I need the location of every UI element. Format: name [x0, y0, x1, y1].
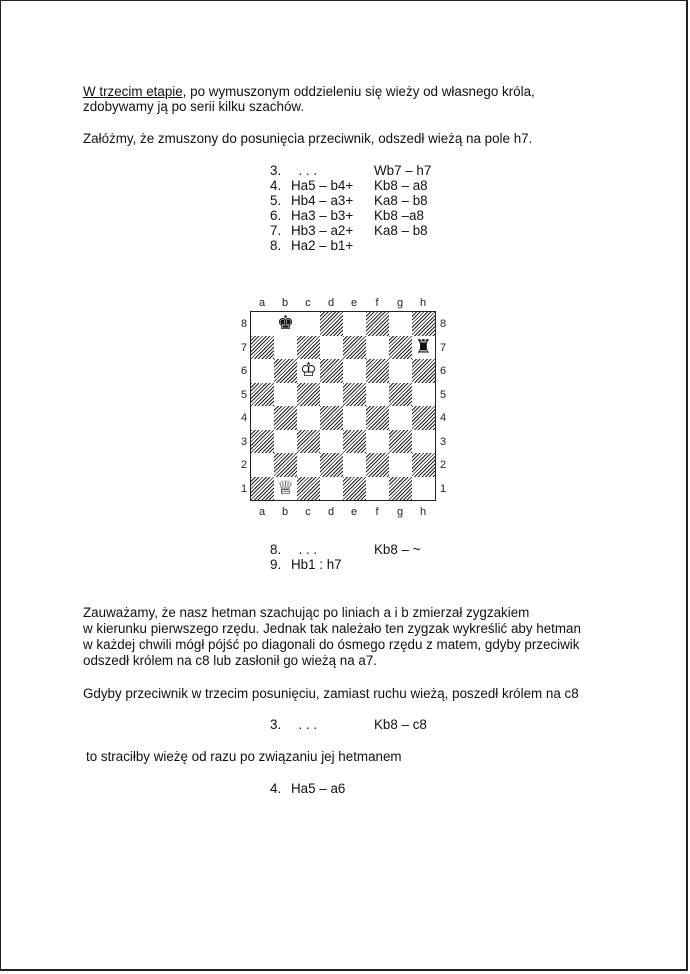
square-f4: [366, 406, 389, 430]
square-c3: [297, 430, 320, 454]
square-a6: [251, 359, 274, 383]
square-f2: [366, 453, 389, 477]
rank-label-left: 2: [240, 459, 248, 471]
file-label-top: e: [350, 297, 358, 309]
square-d3: [320, 430, 343, 454]
square-g7: [389, 336, 412, 360]
move-number: 9.: [270, 557, 282, 572]
square-a2: [251, 453, 274, 477]
black-move: Ka8 – b8: [374, 193, 428, 208]
square-a1: [251, 477, 274, 501]
square-c7: [297, 336, 320, 360]
white-move: Ha2 – b1+: [291, 238, 354, 253]
square-a4: [251, 406, 274, 430]
square-c4: [297, 406, 320, 430]
square-h3: [412, 430, 435, 454]
white-move: Ha5 – a6: [291, 781, 346, 796]
rank-label-left: 8: [240, 318, 248, 330]
file-label-top: h: [419, 297, 427, 309]
square-h8: [412, 312, 435, 336]
square-b5: [274, 383, 297, 407]
square-f6: [366, 359, 389, 383]
rank-label-right: 1: [439, 482, 447, 495]
file-label-top: a: [258, 297, 266, 309]
move-number: 4.: [270, 178, 282, 193]
black-move: Kb8 – ~: [374, 542, 421, 557]
square-f7: [366, 336, 389, 360]
square-d1: [320, 477, 343, 501]
file-label-top: c: [305, 297, 311, 309]
paragraph-1-rest: , po wymuszonym oddzieleniu się wieży od własnego króla,: [182, 84, 535, 99]
square-g8: [389, 312, 412, 336]
square-d8: [320, 312, 343, 336]
paragraph-5: to straciłby wieżę od razu po związaniu jej hetmanem: [86, 749, 402, 764]
square-g1: [389, 477, 412, 501]
paragraph-4: Gdyby przeciwnik w trzecim posunięciu, zamiast ruchu wieżą, poszedł królem na c8: [83, 686, 579, 701]
paragraph-3-line-4: odszedł królem na c8 lub zasłonił go wieżą na a7.: [83, 653, 378, 668]
square-c8: [297, 312, 320, 336]
file-label-bottom: h: [419, 506, 427, 518]
square-h5: [412, 383, 435, 407]
paragraph-1-line-1: [83, 84, 535, 100]
square-e3: [343, 430, 366, 454]
square-f5: [366, 383, 389, 407]
square-d6: [320, 359, 343, 383]
rank-label-left: 4: [240, 412, 248, 424]
black-move: Kb8 – a8: [374, 178, 428, 193]
square-e6: [343, 359, 366, 383]
paragraph-1-line-2: zdobywamy ją po serii kilku szachów.: [83, 99, 305, 114]
white-move: Hb3 – a2+: [291, 223, 354, 238]
white-move: Hb4 – a3+: [291, 193, 354, 208]
square-b6: [274, 359, 297, 383]
file-label-top: b: [281, 297, 289, 309]
file-label-bottom: f: [375, 506, 379, 518]
square-h4: [412, 406, 435, 430]
square-a7: [251, 336, 274, 360]
file-label-top: g: [396, 297, 404, 309]
white-move: . . .: [291, 163, 318, 178]
square-a5: [251, 383, 274, 407]
black-king-icon: ♚: [274, 312, 297, 336]
square-b4: [274, 406, 297, 430]
move-number: 6.: [270, 208, 282, 223]
rank-label-right: 7: [439, 341, 447, 354]
rank-label-right: 8: [439, 318, 447, 330]
file-label-bottom: g: [396, 506, 404, 518]
rank-label-left: 1: [240, 482, 248, 495]
rank-label-right: 6: [439, 365, 447, 377]
square-f3: [366, 430, 389, 454]
rank-label-left: 5: [240, 388, 248, 401]
black-move: Wb7 – h7: [374, 163, 432, 178]
paragraph-3-line-2: w kierunku pierwszego rzędu. Jednak tak należało ten zygzak wykreślić aby hetman: [83, 621, 581, 636]
file-label-bottom: b: [281, 506, 289, 518]
move-number: 8.: [270, 238, 282, 253]
white-move: Hb1 : h7: [291, 557, 342, 572]
square-e4: [343, 406, 366, 430]
move-number: 3.: [270, 717, 282, 732]
black-rook-icon: ♜: [412, 336, 435, 360]
underlined-phrase: W trzecim etapie: [83, 84, 183, 99]
square-e5: [343, 383, 366, 407]
rank-label-left: 3: [240, 435, 248, 448]
move-number: 8.: [270, 542, 282, 557]
paragraph-2: Załóżmy, że zmuszony do posunięcia przeciwnik, odszedł wieżą na pole h7.: [83, 131, 533, 146]
file-label-bottom: a: [258, 506, 266, 518]
move-number: 7.: [270, 223, 282, 238]
square-a8: [251, 312, 274, 336]
paragraph-3-line-1: Zauważamy, że nasz hetman szachując po liniach a i b zmierzał zygzakiem: [83, 605, 530, 620]
file-label-bottom: d: [327, 506, 335, 518]
square-d5: [320, 383, 343, 407]
square-b7: [274, 336, 297, 360]
black-move: Kb8 – c8: [374, 717, 427, 732]
white-queen-icon: ♕: [274, 477, 297, 501]
rank-label-left: 6: [240, 365, 248, 377]
white-king-icon: ♔: [297, 359, 320, 383]
square-h2: [412, 453, 435, 477]
rank-label-right: 4: [439, 412, 447, 424]
square-g2: [389, 453, 412, 477]
rank-label-right: 2: [439, 459, 447, 471]
square-e8: [343, 312, 366, 336]
square-b3: [274, 430, 297, 454]
white-move: Ha5 – b4+: [291, 178, 354, 193]
square-d7: [320, 336, 343, 360]
move-number: 5.: [270, 193, 282, 208]
square-h6: [412, 359, 435, 383]
white-move: . . .: [291, 717, 318, 732]
square-d4: [320, 406, 343, 430]
square-e2: [343, 453, 366, 477]
square-g4: [389, 406, 412, 430]
file-label-bottom: e: [350, 506, 358, 518]
square-c2: [297, 453, 320, 477]
white-move: . . .: [291, 542, 318, 557]
square-d2: [320, 453, 343, 477]
chess-board: [250, 311, 436, 501]
square-e1: [343, 477, 366, 501]
file-label-top: d: [327, 297, 335, 309]
rank-label-left: 7: [240, 341, 248, 354]
square-c5: [297, 383, 320, 407]
square-g3: [389, 430, 412, 454]
paragraph-3-line-3: w każdej chwili mógł pójść po diagonali do ósmego rzędu z matem, gdyby przeciwik: [83, 637, 580, 652]
square-f1: [366, 477, 389, 501]
rank-label-right: 3: [439, 435, 447, 448]
square-a3: [251, 430, 274, 454]
square-e7: [343, 336, 366, 360]
black-move: Ka8 – b8: [374, 223, 428, 238]
file-label-top: f: [375, 297, 379, 309]
white-move: Ha3 – b3+: [291, 208, 354, 223]
square-f8: [366, 312, 389, 336]
square-g5: [389, 383, 412, 407]
rank-label-right: 5: [439, 388, 447, 401]
black-move: Kb8 –a8: [374, 208, 424, 223]
square-b2: [274, 453, 297, 477]
square-h1: [412, 477, 435, 501]
square-g6: [389, 359, 412, 383]
move-number: 4.: [270, 781, 282, 796]
file-label-bottom: c: [305, 506, 311, 518]
move-number: 3.: [270, 163, 282, 178]
square-c1: [297, 477, 320, 501]
